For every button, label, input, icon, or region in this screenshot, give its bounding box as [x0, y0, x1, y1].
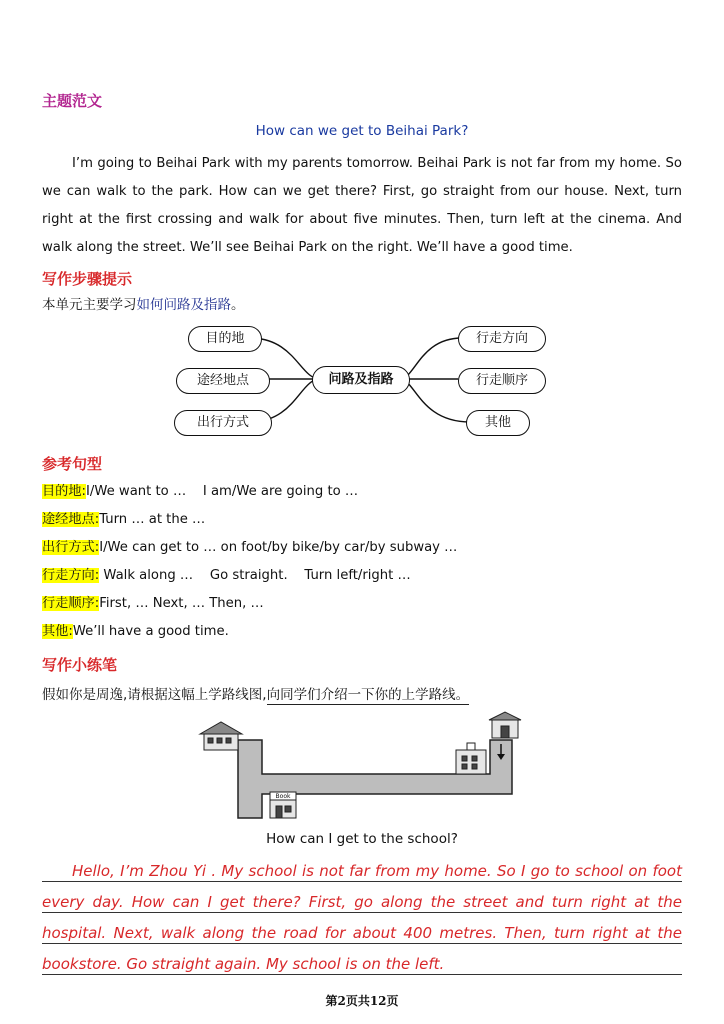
heading-theme-essay: 主题范文 [42, 92, 103, 110]
connector-right-top [400, 338, 462, 379]
sentence-text: I/We can get to … on foot/by bike/by car/by subway … [99, 540, 458, 555]
sentence-text: We’ll have a good time. [72, 624, 229, 639]
heading-reference-sentences: 参考句型 [42, 455, 103, 473]
sentence-label: 行走方向: [42, 568, 100, 583]
sentence-row [42, 592, 264, 616]
answer-rule [42, 881, 682, 882]
sentence-text: Walk along … Go straight. Turn left/right … [99, 568, 411, 583]
answer-rule [42, 943, 682, 944]
essay-title: How can we get to Beihai Park? [255, 123, 469, 139]
answer-title: How can I get to the school? [266, 831, 458, 847]
answer-paragraph: Hello, I’m Zhou Yi . My school is not far from my home. So I go to school on foot every day. How can I get there? First, go along the street and turn right at the hospital. Next, walk along the road for about 400 metres. Then, turn right at the bookstore. Go straight again. My school is on the left. [42, 862, 682, 973]
school-icon [489, 712, 521, 738]
task-underlined: 向同学们介绍一下你的上学路线。 [266, 687, 470, 703]
sentence-label: 行走顺序: [42, 596, 100, 611]
sentence-label: 途经地点: [42, 512, 100, 527]
sentence-text: Turn … at the … [99, 512, 206, 527]
answer-rule [42, 974, 682, 975]
heading-writing-practice: 写作小练笔 [42, 656, 118, 674]
node-destination: 目的地 [188, 326, 262, 352]
route-map [190, 710, 530, 822]
practice-task [42, 683, 469, 703]
bookstore-sign: Book [275, 793, 291, 800]
home-icon [200, 722, 242, 750]
sentence-row [42, 536, 457, 560]
task-prefix: 假如你是周逸,请根据这幅上学路线图, [42, 687, 267, 703]
answer-body [42, 856, 682, 980]
sentence-row [42, 620, 229, 644]
node-other: 其他 [466, 410, 530, 436]
sentence-text: First, … Next, … Then, … [99, 596, 264, 611]
node-order: 行走顺序 [458, 368, 546, 394]
heading-writing-steps: 写作步骤提示 [42, 270, 133, 288]
essay-body [42, 150, 682, 262]
sentence-label: 出行方式: [42, 540, 100, 555]
node-center: 问路及指路 [312, 366, 410, 394]
intro-suffix: 。 [231, 297, 245, 313]
node-transport: 出行方式 [174, 410, 272, 436]
sentence-row [42, 564, 411, 588]
node-direction: 行走方向 [458, 326, 546, 352]
mind-map [170, 322, 550, 440]
intro-prefix: 本单元主要学习 [42, 297, 137, 313]
node-waypoints: 途经地点 [176, 368, 270, 394]
sentence-row [42, 480, 358, 504]
sentence-text: I/We want to … I am/We are going to … [86, 484, 359, 499]
essay-paragraph: I’m going to Beihai Park with my parents tomorrow. Beihai Park is not far from my home. So we can walk to the park. How can we get there? First, go straight from our house. Next, turn right at the first crossing and walk for about five minutes. Then, turn left at the cinema. And walk along the street. We’ll see Beihai Park on the right. We’ll have a good time. [42, 156, 682, 255]
hospital-icon [456, 743, 486, 774]
steps-intro [42, 293, 245, 313]
sentence-row [42, 508, 205, 532]
answer-rule [42, 912, 682, 913]
intro-highlight: 如何问路及指路 [136, 297, 231, 313]
page-number: 第2页共12页 [325, 994, 399, 1008]
sentence-label: 其他: [42, 624, 73, 639]
sentence-label: 目的地: [42, 484, 87, 499]
